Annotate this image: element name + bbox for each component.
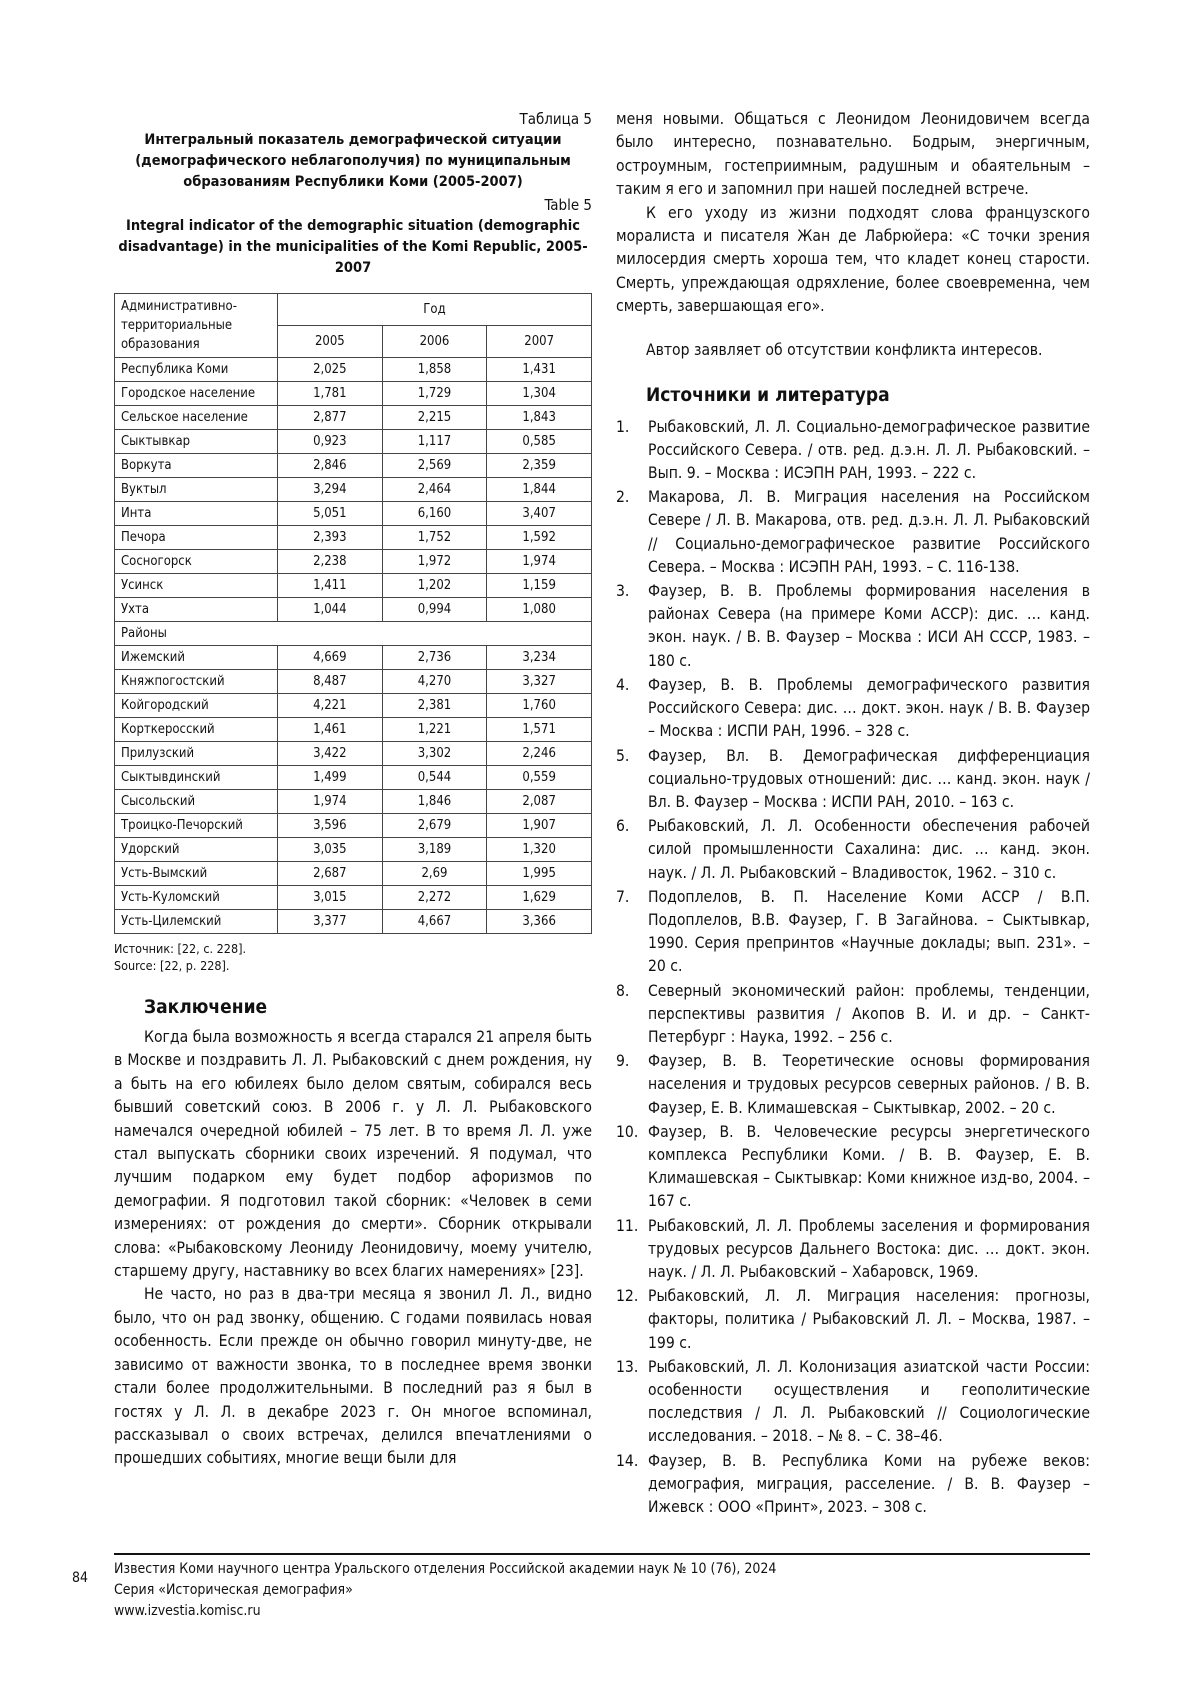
reference-text: Фаузер, В. В. Республика Коми на рубеже веков: демография, миграция, расселение. / В. В. Фаузер – Ижевск : ООО «Принт», 2023. – 308 с. (648, 1451, 1090, 1516)
table-cell-value: 3,377 (278, 910, 383, 934)
reference-item (616, 580, 1090, 673)
table-cell-value: 3,234 (487, 646, 592, 670)
table-cell-territory: Усть-Вымский (115, 862, 278, 886)
conclusion-text-left (114, 1026, 592, 1471)
table-cell-value: 2,272 (382, 886, 487, 910)
table-cell-value: 3,015 (278, 886, 383, 910)
references-heading: Источники и литература (646, 383, 890, 406)
table-cell-value: 4,669 (278, 646, 383, 670)
table-label-ru: Таблица 5 (519, 110, 592, 128)
reference-text: Рыбаковский, Л. Л. Особенности обеспечения рабочей силой промышленности Сахалина: дис. … канд. экон. наук. / Л. Л. Рыбаковский – Владивосток, 1962. – 310 с. (648, 817, 1090, 882)
reference-number: 12. (616, 1287, 639, 1306)
table-cell-value: 3,327 (487, 670, 592, 694)
reference-number: 1. (616, 417, 630, 436)
conclusion-paragraph-1: Когда была возможность я всегда старался 21 апреля быть в Москве и поздравить Л. Л. Рыбаковский с днем рождения, ну а быть на его юбилеях было делом святым, собирался весь бывший советский союз. В 2006 г. у Л. Л. Рыбаковского намечался очередной юбилей – 75 лет. В то время Л. Л. уже стал выпускать сборники своих изречений. Я подумал, что лучшим подарком ему будет подбор афоризмов по демографии. Я подготовил такой сборник: «Человек в семи измерениях: от рождения до смерти». Сборник открывали слова: «Рыбаковскому Леониду Леонидовичу, моему учителю, старшему другу, наставнику во всех благих намерениях» [23]. (114, 1028, 592, 1281)
reference-number: 13. (616, 1357, 639, 1376)
table-row (115, 598, 592, 622)
table-cell-value: 1,044 (278, 598, 383, 622)
table-cell-value: 1,320 (487, 838, 592, 862)
footer-series: Серия «Историческая демография» (114, 1582, 353, 1598)
reference-number: 2. (616, 488, 630, 507)
table-cell-value: 2,025 (278, 358, 383, 382)
table-cell-value: 1,629 (487, 886, 592, 910)
table-cell-value: 1,781 (278, 382, 383, 406)
table-cell-value: 2,846 (278, 454, 383, 478)
reference-item (616, 815, 1090, 885)
reference-text: Фаузер, Вл. В. Демографическая дифференциация социально-трудовых отношений: дис. … канд. экон. наук / Вл. В. Фаузер – Москва : ИСПИ РАН, 2010. – 163 с. (648, 746, 1090, 811)
table-cell-territory: Сыктывкар (115, 430, 278, 454)
table-cell-territory: Усть-Цилемский (115, 910, 278, 934)
table-cell-territory: Республика Коми (115, 358, 278, 382)
table-cell-value: 3,302 (382, 742, 487, 766)
table-cell-territory: Койгородский (115, 694, 278, 718)
table-row (115, 814, 592, 838)
table-cell-value: 4,667 (382, 910, 487, 934)
table-cell-territory: Княжпогостский (115, 670, 278, 694)
table-cell-value: 1,431 (487, 358, 592, 382)
page-number: 84 (72, 1570, 89, 1586)
table-cell-territory: Районы (115, 622, 592, 646)
table-cell-territory: Сыктывдинский (115, 766, 278, 790)
table-row (115, 646, 592, 670)
reference-item (616, 1450, 1090, 1520)
table-cell-value: 2,215 (382, 406, 487, 430)
reference-text: Рыбаковский, Л. Л. Социально-демографическое развитие Российского Севера. / отв. ред. д.э.н. Л. Л. Рыбаковский. – Вып. 9. – Москва : ИСЭПН РАН, 1993. – 222 с. (648, 417, 1090, 483)
table-row (115, 550, 592, 574)
reference-item (616, 886, 1090, 979)
table-cell-value: 3,407 (487, 502, 592, 526)
table-cell-value: 1,304 (487, 382, 592, 406)
table-row (115, 622, 592, 646)
footer-divider (114, 1553, 1090, 1555)
table-cell-value: 2,687 (278, 862, 383, 886)
table-cell-territory: Сысольский (115, 790, 278, 814)
table-cell-value: 2,246 (487, 742, 592, 766)
table-cell-value: 4,221 (278, 694, 383, 718)
table-cell-value: 2,393 (278, 526, 383, 550)
reference-item (616, 416, 1090, 486)
table-row (115, 526, 592, 550)
table-head-territory: Административно-территориальные образования (115, 294, 278, 358)
table-cell-value: 2,679 (382, 814, 487, 838)
table-cell-value: 2,087 (487, 790, 592, 814)
reference-text: Фаузер, В. В. Проблемы формирования населения в районах Севера (на примере Коми АССР): дис. … канд. экон. наук. / В. В. Фаузер – Москва : ИСИ АН СССР, 1983. – 180 с. (648, 582, 1090, 670)
conclusion-paragraph-2: Не часто, но раз в два-три месяца я звонил Л. Л., видно было, что он рад звонку, общению. С годами появилась новая особенность. Если прежде он обычно говорил минуту-две, не зависимо от важности звонка, то в последнее время звонки стали более продолжительными. В последний раз я был в гостях у Л. Л. в декабре 2023 г. Он многое вспоминал, рассказывал о своих встречах, делился впечатлениями о прошедших событиях, многие вещи были для (114, 1285, 592, 1468)
table-cell-value: 6,160 (382, 502, 487, 526)
table-cell-value: 1,843 (487, 406, 592, 430)
table-cell-value: 1,752 (382, 526, 487, 550)
table-cell-value: 2,359 (487, 454, 592, 478)
table-row (115, 478, 592, 502)
table-cell-value: 1,080 (487, 598, 592, 622)
table-source-en: Source: [22, p. 228]. (114, 958, 230, 973)
table-cell-territory: Усинск (115, 574, 278, 598)
table-cell-value: 2,736 (382, 646, 487, 670)
table-cell-territory: Сосногорск (115, 550, 278, 574)
reference-number: 10. (616, 1122, 639, 1141)
reference-item (616, 1215, 1090, 1285)
table-cell-value: 1,844 (487, 478, 592, 502)
reference-item (616, 980, 1090, 1050)
reference-item (616, 1050, 1090, 1120)
table-cell-value: 3,035 (278, 838, 383, 862)
reference-item (616, 1285, 1090, 1355)
table-head-year: Год (278, 294, 592, 326)
table-cell-value: 1,729 (382, 382, 487, 406)
table-cell-value: 1,974 (278, 790, 383, 814)
table-cell-value: 1,760 (487, 694, 592, 718)
reference-text: Рыбаковский, Л. Л. Миграция населения: прогнозы, факторы, политика / Рыбаковский Л. Л. – Москва, 1987. – 199 с. (648, 1287, 1090, 1352)
table-cell-value: 0,585 (487, 430, 592, 454)
table-row (115, 694, 592, 718)
table-cell-value: 1,202 (382, 574, 487, 598)
reference-item (616, 1356, 1090, 1449)
table-head-2007: 2007 (487, 326, 592, 358)
table-row (115, 886, 592, 910)
table-cell-value: 1,995 (487, 862, 592, 886)
table-cell-value: 3,366 (487, 910, 592, 934)
table-cell-value: 0,923 (278, 430, 383, 454)
reference-number: 7. (616, 887, 630, 906)
table-cell-territory: Городское население (115, 382, 278, 406)
table-title-en: Integral indicator of the demographic situation (demographic disadvantage) in the municipalities of the Komi Republic, 2005-2007 (118, 218, 588, 276)
table-cell-value: 1,159 (487, 574, 592, 598)
reference-number: 11. (616, 1216, 639, 1235)
table-cell-value: 0,559 (487, 766, 592, 790)
table-row (115, 430, 592, 454)
table-cell-territory: Инта (115, 502, 278, 526)
table-cell-value: 1,571 (487, 718, 592, 742)
table-cell-value: 2,877 (278, 406, 383, 430)
table-row (115, 358, 592, 382)
table-row (115, 862, 592, 886)
table-cell-value: 2,381 (382, 694, 487, 718)
table-cell-value: 2,69 (382, 862, 487, 886)
reference-number: 5. (616, 746, 630, 765)
reference-number: 9. (616, 1052, 630, 1071)
reference-number: 3. (616, 582, 630, 601)
reference-text: Фаузер, В. В. Проблемы демографического развития Российского Севера: дис. … докт. экон. наук / В. В. Фаузер – Москва : ИСПИ РАН, 1996. – 328 с. (648, 675, 1090, 741)
table-row (115, 406, 592, 430)
conflict-of-interest-statement: Автор заявляет об отсутствии конфликта интересов. (646, 340, 1043, 359)
table-cell-value: 1,592 (487, 526, 592, 550)
table-cell-value: 1,972 (382, 550, 487, 574)
table-cell-value: 1,499 (278, 766, 383, 790)
reference-item (616, 1121, 1090, 1214)
table-cell-territory: Прилузский (115, 742, 278, 766)
footer-journal-title: Известия Коми научного центра Уральского отделения Российской академии наук № 10 (76), 2024 (114, 1561, 777, 1577)
table-cell-value: 8,487 (278, 670, 383, 694)
table-cell-territory: Корткеросский (115, 718, 278, 742)
reference-text: Северный экономический район: проблемы, тенденции, перспективы развития / Акопов В. И. и др. – Санкт-Петербург : Наука, 1992. – 256 с. (648, 981, 1090, 1046)
conclusion-heading: Заключение (144, 996, 268, 1018)
table-cell-value: 1,858 (382, 358, 487, 382)
conclusion-paragraph-3: меня новыми. Общаться с Леонидом Леонидовичем всегда было интересно, познавательно. Бодрым, энергичным, остроумным, гостеприимным, радушным и обаятельным – таким я его и запомнил при нашей последней встрече. (616, 110, 1090, 199)
table-cell-value: 3,422 (278, 742, 383, 766)
table-cell-territory: Воркута (115, 454, 278, 478)
table-label-en: Table 5 (544, 196, 592, 214)
table-cell-value: 1,411 (278, 574, 383, 598)
table-cell-value: 1,974 (487, 550, 592, 574)
table-cell-value: 2,569 (382, 454, 487, 478)
table-cell-territory: Троицко-Печорский (115, 814, 278, 838)
table-cell-value: 1,846 (382, 790, 487, 814)
table-cell-value: 4,270 (382, 670, 487, 694)
table-cell-value: 3,294 (278, 478, 383, 502)
table-cell-territory: Удорский (115, 838, 278, 862)
table-cell-value: 1,461 (278, 718, 383, 742)
footer-website: www.izvestia.komisc.ru (114, 1603, 261, 1619)
table-cell-territory: Усть-Куломский (115, 886, 278, 910)
table-cell-value: 2,238 (278, 550, 383, 574)
table-head-2006: 2006 (382, 326, 487, 358)
table-row (115, 742, 592, 766)
footer (114, 1559, 776, 1622)
reference-text: Рыбаковский, Л. Л. Колонизация азиатской части России: особенности осуществления и геополитические последствия / Л. Л. Рыбаковский // Социологические исследования. – 2018. – № 8. – С. 38–46. (648, 1357, 1090, 1446)
reference-text: Фаузер, В. В. Человеческие ресурсы энергетического комплекса Республики Коми. / В. В. Фаузер, Е. В. Климашевская – Сыктывкар: Коми книжное изд-во, 2004. – 167 с. (648, 1122, 1090, 1211)
reference-text: Рыбаковский, Л. Л. Проблемы заселения и формирования трудовых ресурсов Дальнего Востока: дис. … докт. экон. наук. / Л. Л. Рыбаковский – Хабаровск, 1969. (648, 1216, 1090, 1281)
table-cell-territory: Ухта (115, 598, 278, 622)
reference-number: 6. (616, 817, 630, 836)
table-source-ru: Источник: [22, с. 228]. (114, 941, 247, 956)
table-cell-value: 5,051 (278, 502, 383, 526)
table-title-ru: Интегральный показатель демографической ситуации (демографического неблагополучия) по муниципальным образованиям Республики Коми (2005-2007) (135, 132, 571, 190)
references-list (616, 416, 1090, 1520)
table-head-2005: 2005 (278, 326, 383, 358)
table-row (115, 766, 592, 790)
reference-item (616, 486, 1090, 579)
table-cell-value: 0,994 (382, 598, 487, 622)
reference-number: 8. (616, 981, 630, 1000)
reference-text: Макарова, Л. В. Миграция населения на Российском Севере / Л. В. Макарова, отв. ред. д.э.н. Л. Л. Рыбаковский // Социально-демографическое развитие Российского Севера. – Москва : ИСЭПН РАН, 1993. – С. 116-138. (648, 488, 1090, 576)
table-cell-territory: Печора (115, 526, 278, 550)
left-column (114, 108, 592, 1471)
right-column (616, 108, 1090, 1520)
table-cell-territory: Сельское население (115, 406, 278, 430)
table-row (115, 838, 592, 862)
table-cell-value: 3,596 (278, 814, 383, 838)
table-row (115, 718, 592, 742)
table-cell-value: 1,907 (487, 814, 592, 838)
table-cell-value: 2,464 (382, 478, 487, 502)
table-cell-territory: Вуктыл (115, 478, 278, 502)
table-cell-value: 0,544 (382, 766, 487, 790)
table-row (115, 454, 592, 478)
reference-text: Подоплелов, В. П. Население Коми АССР / В.П. Подоплелов, В.В. Фаузер, Г. В Загайнова. – Сыктывкар, 1990. Серия препринтов «Научные доклады; вып. 231». – 20 с. (648, 887, 1090, 976)
table-cell-territory: Ижемский (115, 646, 278, 670)
reference-number: 14. (616, 1451, 639, 1470)
reference-text: Фаузер, В. В. Теоретические основы формирования населения и трудовых ресурсов северных районов. / В. В. Фаузер, Е. В. Климашевская – Сыктывкар, 2002. – 20 с. (648, 1052, 1090, 1117)
table-row (115, 574, 592, 598)
table-row (115, 502, 592, 526)
conclusion-text-right (616, 108, 1090, 319)
table-cell-value: 1,221 (382, 718, 487, 742)
table-cell-value: 1,117 (382, 430, 487, 454)
reference-item (616, 745, 1090, 815)
table-row (115, 790, 592, 814)
reference-number: 4. (616, 675, 630, 694)
table-cell-value: 3,189 (382, 838, 487, 862)
demographic-indicator-table (114, 293, 592, 934)
reference-item (616, 674, 1090, 744)
conclusion-paragraph-4: К его уходу из жизни подходят слова французского моралиста и писателя Жан де Лабрюйера: «С точки зрения милосердия смерть хороша тем, что кладет конец старости. Смерть, упреждающая одряхление, более своевременна, чем смерть, завершающая его». (616, 203, 1090, 316)
table-row (115, 382, 592, 406)
table-row (115, 670, 592, 694)
table-row (115, 910, 592, 934)
